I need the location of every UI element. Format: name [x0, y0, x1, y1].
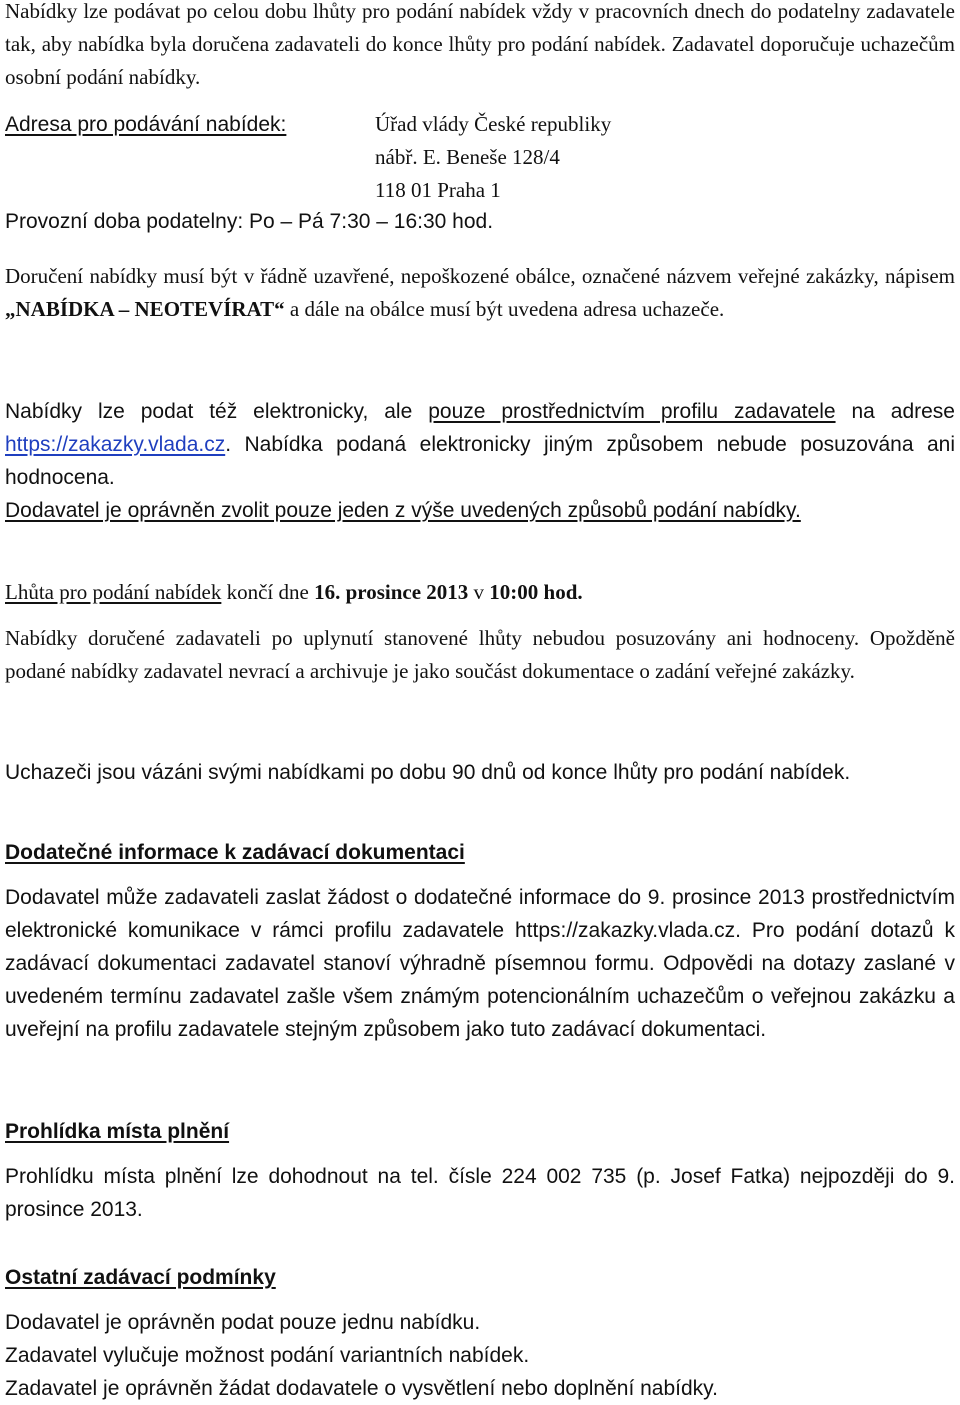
office-hours: Provozní doba podatelny: Po – Pá 7:30 – 16:30 hod.	[5, 210, 494, 233]
deadline-label: Lhůta pro podání nabídek	[5, 580, 222, 604]
site-visit-heading: Prohlídka místa plnění	[5, 1120, 230, 1143]
single-method-note: Dodavatel je oprávněn zvolit pouze jeden z výše uvedených způsobů podání nabídky.	[5, 499, 801, 522]
condition-line: Dodavatel je oprávněn podat pouze jednu nabídku.	[5, 1311, 481, 1334]
late-offers-paragraph: Nabídky doručené zadavateli po uplynutí stanovené lhůty nebudou posuzovány ani hodnoceny. Opožděně podané nabídky zadavatel nevrací a archivuje je jako součást dokumentace o zadání veřejné zakázky.	[5, 626, 955, 683]
deadline-text: v	[468, 580, 490, 604]
delivery-text: a dále na obálce musí být uvedena adresa uchazeče.	[284, 297, 725, 321]
binding-period-paragraph: Uchazeči jsou vázáni svými nabídkami po dobu 90 dnů od konce lhůty pro podání nabídek.	[5, 761, 851, 784]
deadline-text: končí dne	[221, 580, 315, 604]
address-label: Adresa pro podávání nabídek:	[5, 113, 287, 136]
other-conditions-heading: Ostatní zadávací podmínky	[5, 1266, 276, 1289]
delivery-paragraph	[5, 260, 955, 326]
additional-info-heading: Dodatečné informace k zadávací dokumentaci	[5, 841, 465, 864]
delivery-text: Doručení nabídky musí být v řádně uzavřené, nepoškozené obálce, označené názvem veřejné zakázky, nápisem	[5, 264, 955, 288]
additional-info-paragraph: Dodavatel může zadavateli zaslat žádost o dodatečné informace do 9. prosince 2013 prostřednictvím elektronické komunikace v rámci profilu zadavatele https://zakazky.vlada.cz. Pro podání dotazů k zadávací dokumentaci zadavatel stanoví výhradně písemnou formu. Odpovědi na dotazy zaslané v uvedeném termínu zadavatel zašle všem známým potencionálním uchazečům o veřejnou zakázku a uveřejní na profilu zadavatele stejným způsobem jako tuto zadávací dokumentaci.	[5, 886, 955, 1041]
address-lines	[375, 108, 611, 207]
other-conditions-list	[5, 1306, 955, 1405]
deadline-date: 16. prosince 2013	[314, 580, 469, 604]
electronic-text: . Nabídka podaná elektronicky jiným způsobem nebude posuzována ani hodnocena.	[5, 433, 955, 489]
envelope-label: „NABÍDKA – NEOTEVÍRAT“	[5, 297, 285, 321]
address-block	[5, 108, 955, 208]
zakazky-link[interactable]: https://zakazky.vlada.cz	[5, 433, 226, 456]
address-line: 118 01 Praha 1	[375, 178, 501, 202]
site-visit-paragraph: Prohlídku místa plnění lze dohodnout na tel. čísle 224 002 735 (p. Josef Fatka) nejpozději do 9. prosince 2013.	[5, 1165, 955, 1221]
condition-line: Zadavatel je oprávněn žádat dodavatele o vysvětlení nebo doplnění nabídky.	[5, 1377, 718, 1400]
address-line: Úřad vlády České republiky	[375, 112, 612, 136]
electronic-text: Nabídky lze podat též elektronicky, ale	[5, 400, 429, 423]
condition-line: Zadavatel vylučuje možnost podání variantních nabídek.	[5, 1344, 530, 1367]
deadline-time: 10:00 hod.	[489, 580, 583, 604]
electronic-paragraph	[5, 395, 955, 494]
deadline-paragraph	[5, 576, 955, 609]
profile-only-text: pouze prostřednictvím profilu zadavatele	[428, 400, 836, 423]
intro-paragraph: Nabídky lze podávat po celou dobu lhůty pro podání nabídek vždy v pracovních dnech do podatelny zadavatele tak, aby nabídka byla doručena zadavateli do konce lhůty pro podání nabídek. Zadavatel doporučuje uchazečům osobní podání nabídky.	[5, 0, 955, 89]
address-line: nábř. E. Beneše 128/4	[375, 145, 560, 169]
electronic-text: na adrese	[835, 400, 955, 423]
